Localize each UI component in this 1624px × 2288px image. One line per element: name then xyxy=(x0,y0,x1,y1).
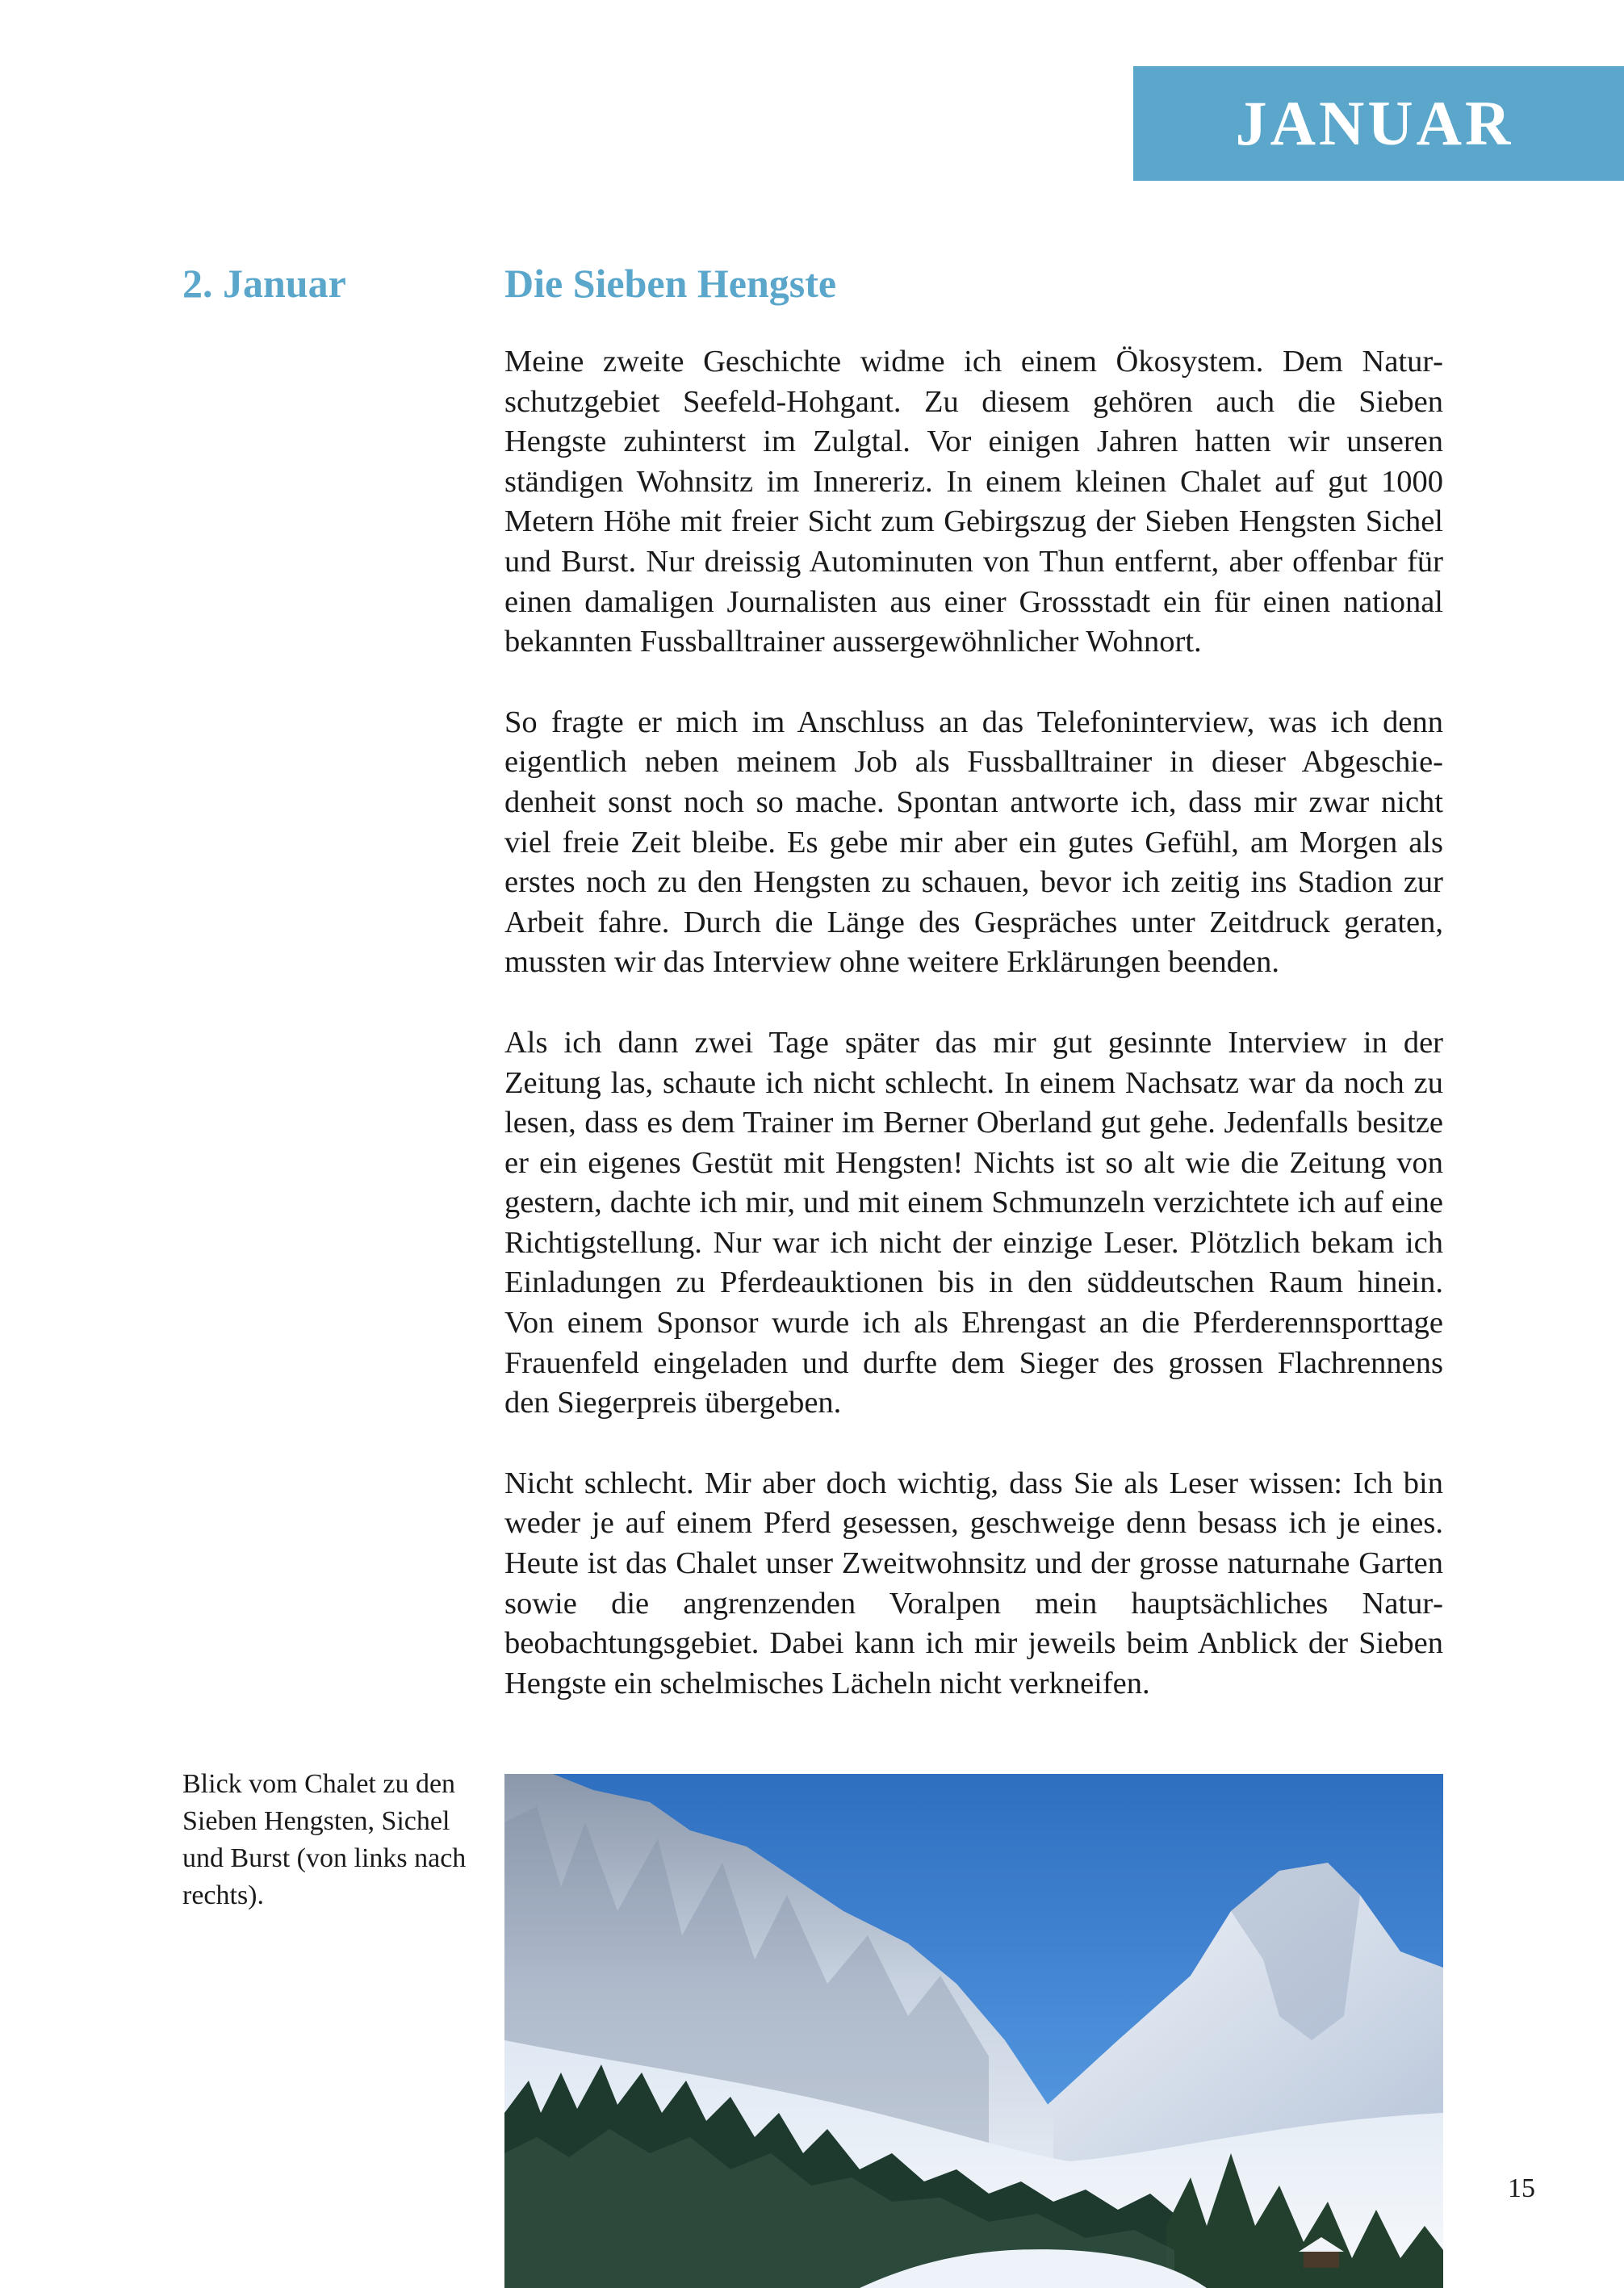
paragraph: Als ich dann zwei Tage später das mir gut gesinnte Interview in der Zeitung las, schaute ich nicht schlecht. In einem Nachsatz war da noch zu lesen, dass es dem Trainer im Berner Oberland gut gehe. Jedenfalls besitze er ein eigenes Gestüt mit Hengsten! Nichts ist so alt wie die Zeitung von gestern, dachte ich mir, und mit einem Schmunzeln verzichtete ich auf eine Richtigstellung. Nur war ich nicht der einzige Leser. Plötzlich bekam ich Einladungen zu Pferdeauktionen bis in den süddeutschen Raum hinein. Von einem Sponsor wurde ich als Ehrengast an die Pferderennsporttage Frauenfeld eingeladen und durfte dem Sieger des grossen Flachrennens den Siegerpreis übergeben. xyxy=(504,1025,1443,1420)
paragraph: Nicht schlecht. Mir aber doch wichtig, dass Sie als Leser wissen: Ich bin weder je auf einem Pferd gesessen, geschweige denn besass ich je eines. Heute ist das Chalet unser Zweitwohnsitz und der grosse naturnahe Garten sowie die angrenzenden Voralpen mein hauptsächliches Naturbeobachtungsgebiet. Dabei kann ich mir jeweils beim Anblick der Sieben Hengste ein schelmisches Lächeln nicht verkneifen. xyxy=(504,1466,1443,1700)
month-tab xyxy=(1133,66,1624,181)
article-title: Die Sieben Hengste xyxy=(504,261,837,306)
month-label: JANUAR xyxy=(1235,88,1514,158)
photo-caption: Blick vom Chalet zu den Sieben Hengsten, Sichel und Burst (von links nach rechts). xyxy=(182,1769,467,1910)
article-body xyxy=(504,342,1443,1744)
mountain-photo xyxy=(504,1774,1443,2288)
paragraph: So fragte er mich im Anschluss an das Telefoninterview, was ich denn eigentlich neben meinem Job als Fussballtrainer in dieser Abgeschiedenheit sonst noch so mache. Spontan antworte ich, dass mir zwar nicht viel freie Zeit bleibe. Es gebe mir aber ein gutes Gefühl, am Morgen als erstes noch zu den Hengsten zu schauen, bevor ich zeitig ins Stadion zur Arbeit fahre. Durch die Länge des Gespräches unter Zeitdruck geraten, mussten wir das Interview ohne weitere Erklärungen beenden. xyxy=(504,705,1443,980)
paragraph: Meine zweite Geschichte widme ich einem Ökosystem. Dem Naturschutzgebiet Seefeld-Hohgant. Zu diesem gehören auch die Sieben Hengste zuhinterst im Zulgtal. Vor einigen Jahren hatten wir unseren ständigen Wohnsitz im Innereriz. In einem kleinen Chalet auf gut 1000 Metern Höhe mit freier Sicht zum Gebirgszug der Sieben Hengsten Sichel und Burst. Nur dreissig Autominuten von Thun entfernt, aber offenbar für einen damaligen Journalisten aus einer Grossstadt ein für einen national bekannten Fussballtrainer aussergewöhnlicher Wohnort. xyxy=(504,345,1443,659)
page-number: 15 xyxy=(1508,2173,1535,2203)
entry-date: 2. Januar xyxy=(182,261,346,306)
mountain-landscape-illustration xyxy=(504,1774,1443,2288)
